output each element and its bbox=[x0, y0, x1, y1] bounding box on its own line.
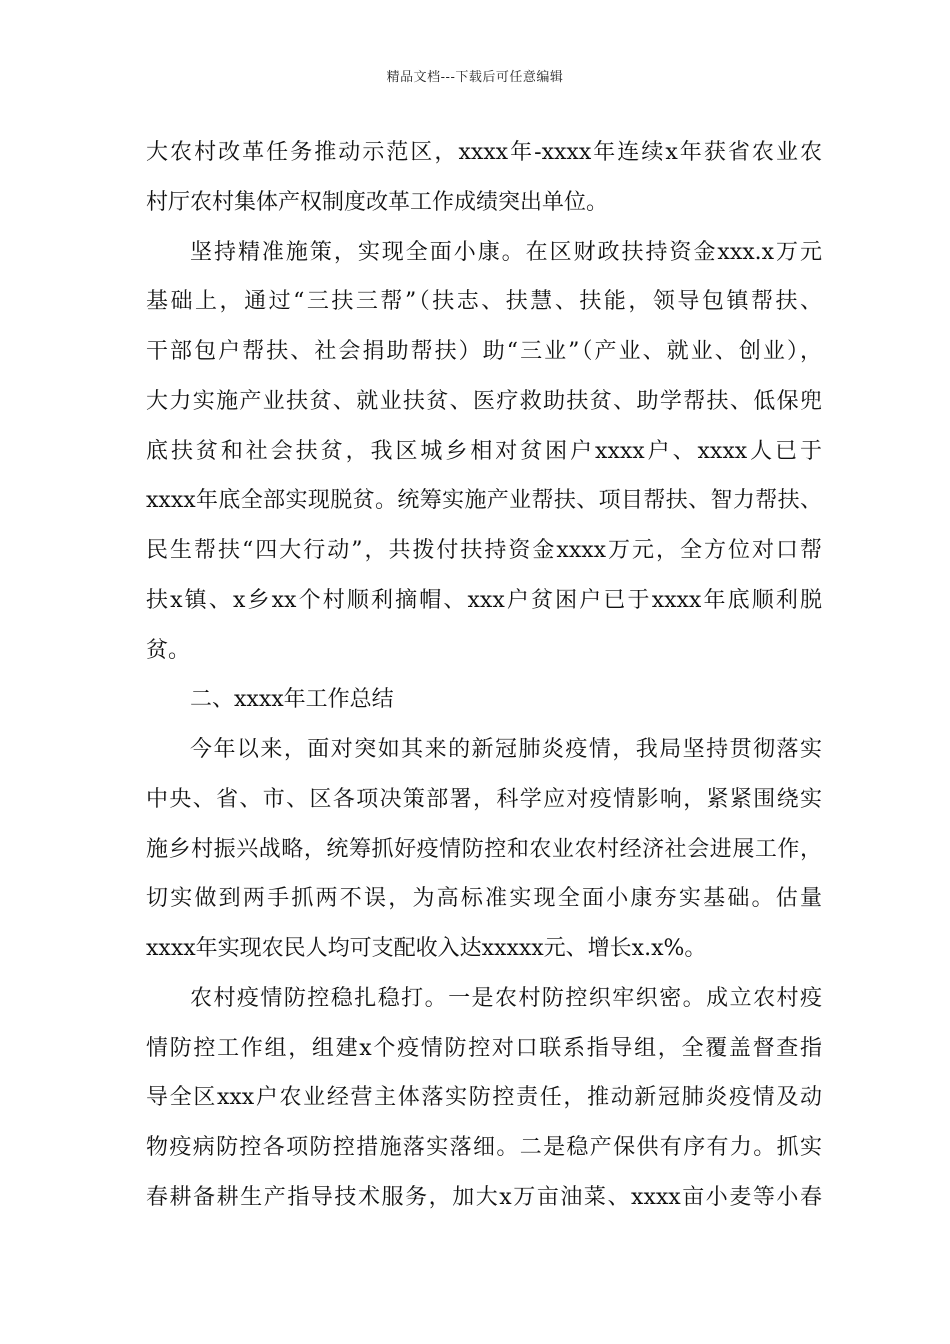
paragraph bbox=[146, 725, 822, 974]
text-line: xxxx年底全部实现脱贫。统筹实施产业帮扶、项目帮扶、智力帮扶、 bbox=[146, 488, 822, 514]
text-line: 村厅农村集体产权制度改革工作成绩突出单位。 bbox=[146, 189, 609, 215]
text-line: 民生帮扶“四大行动”，共拨付扶持资金xxxx万元，全方位对口帮 bbox=[146, 538, 822, 563]
text-line: 导全区xxx户农业经营主体落实防控责任，推动新冠肺炎疫情及动 bbox=[146, 1085, 822, 1111]
text-line: 施乡村振兴战略，统筹抓好疫情防控和农业农村经济社会进展工作， bbox=[146, 836, 822, 862]
paragraph bbox=[146, 974, 822, 1223]
text-line: xxxx年实现农民人均可支配收入达xxxxx元、增长x.x%。 bbox=[146, 936, 707, 961]
paragraph bbox=[146, 128, 822, 228]
text-line: 贫。 bbox=[146, 637, 191, 663]
section-heading bbox=[146, 675, 822, 725]
text-line: 情防控工作组，组建x个疫情防控对口联系指导组，全覆盖督查指 bbox=[146, 1035, 822, 1061]
text-line: 大力实施产业扶贫、就业扶贫、医疗救助扶贫、助学帮扶、低保兜 bbox=[146, 388, 822, 414]
text-line: 物疫病防控各项防控措施落实落细。二是稳产保供有序有力。抓实 bbox=[146, 1135, 822, 1160]
text-line: 二、xxxx年工作总结 bbox=[190, 687, 394, 713]
page-header: 精品文档---下载后可任意编辑 bbox=[386, 70, 564, 85]
paragraph bbox=[146, 228, 822, 676]
text-line: 干部包户帮扶、社会捐助帮扶）助“三业”（产业、就业、创业）， bbox=[146, 339, 822, 364]
text-line: 基础上，通过“三扶三帮”（扶志、扶慧、扶能，领导包镇帮扶、 bbox=[146, 289, 822, 315]
text-line: 大农村改革任务推动示范区，xxxx年-xxxx年连续x年获省农业农 bbox=[146, 140, 822, 165]
text-line: 切实做到两手抓两不误，为高标准实现全面小康夯实基础。估量 bbox=[146, 886, 822, 912]
text-line: 底扶贫和社会扶贫，我区城乡相对贫困户xxxx户、xxxx人已于 bbox=[146, 438, 822, 464]
text-line: 中央、省、市、区各项决策部署，科学应对疫情影响，紧紧围绕实 bbox=[146, 786, 822, 812]
text-line: 坚持精准施策，实现全面小康。在区财政扶持资金xxx.x万元 bbox=[190, 239, 822, 265]
text-line: 今年以来，面对突如其来的新冠肺炎疫情，我局坚持贯彻落实 bbox=[190, 737, 822, 762]
text-line: 春耕备耕生产指导技术服务，加大x万亩油菜、xxxx亩小麦等小春 bbox=[146, 1184, 822, 1210]
document-body bbox=[146, 128, 822, 1223]
text-line: 农村疫情防控稳扎稳打。一是农村防控织牢织密。成立农村疫 bbox=[190, 985, 822, 1011]
text-line: 扶x镇、x乡xx个村顺利摘帽、xxx户贫困户已于xxxx年底顺利脱 bbox=[146, 587, 822, 613]
